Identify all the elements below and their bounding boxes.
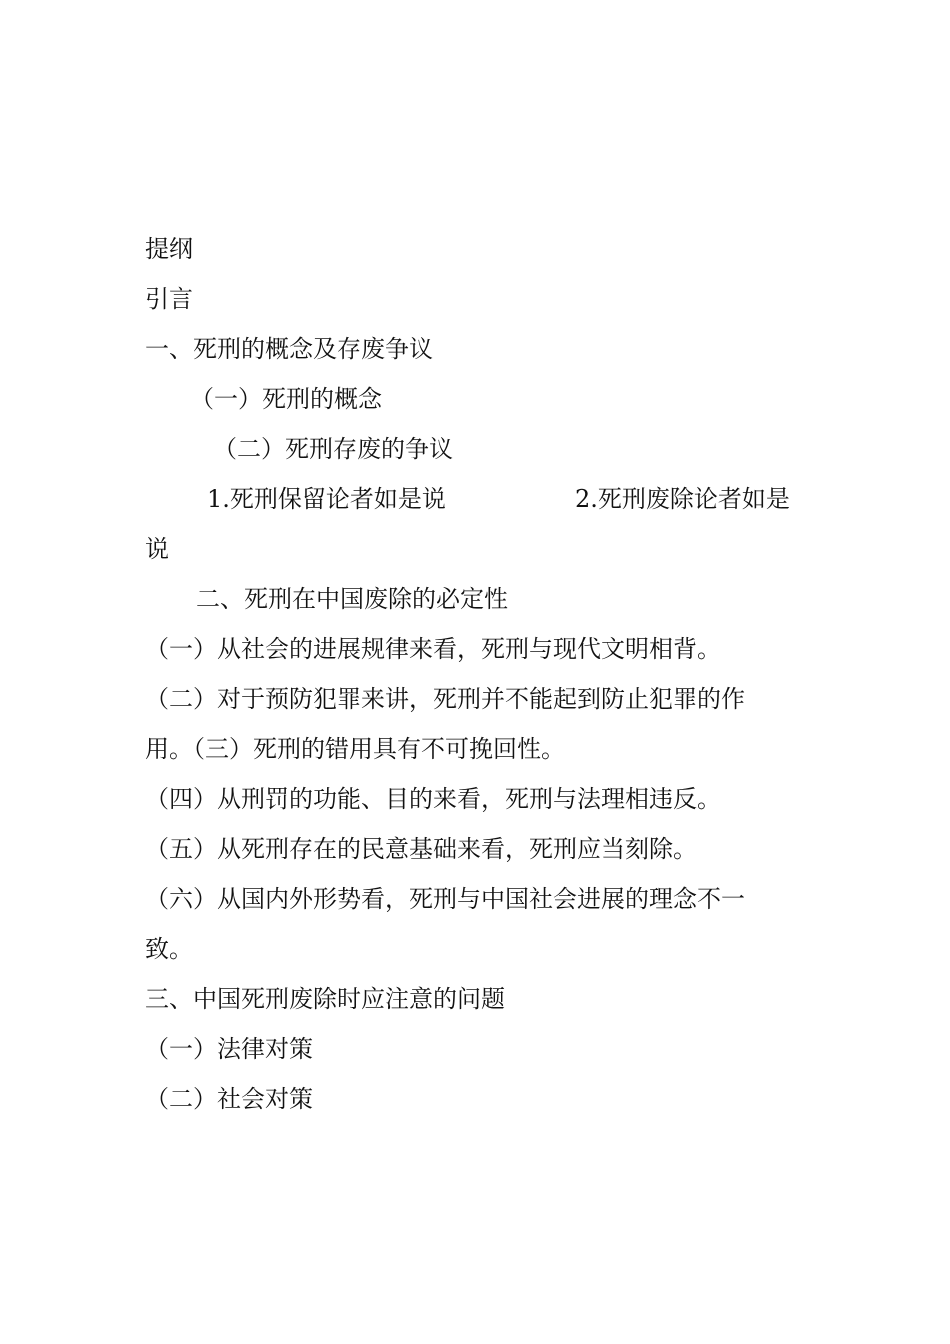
section2-item1: （一）从社会的进展规律来看，死刑与现代文明相背。: [145, 635, 721, 663]
section2-item2-line1: （二）对于预防犯罪来讲，死刑并不能起到防止犯罪的作: [145, 685, 745, 713]
section1-heading: 一、死刑的概念及存废争议: [145, 335, 433, 363]
section3-item1: （一）法律对策: [145, 1035, 313, 1063]
section3-heading: 三、中国死刑废除时应注意的问题: [145, 985, 505, 1013]
section2-heading: 二、死刑在中国废除的必定性: [196, 585, 508, 613]
section1-sub1: （一）死刑的概念: [190, 385, 382, 413]
intro-heading: 引言: [145, 285, 193, 313]
section2-item6-line2: 致。: [145, 935, 193, 963]
section2-item4: （四）从刑罚的功能、目的来看，死刑与法理相违反。: [145, 785, 721, 813]
section1-point2-continuation: 说: [145, 535, 169, 563]
section1-point1: 1.死刑保留论者如是说: [207, 485, 446, 513]
section1-sub2: （二）死刑存废的争议: [213, 435, 453, 463]
section2-item2-line2: 用。（三）死刑的错用具有不可挽回性。: [145, 735, 565, 763]
outline-title: 提纲: [145, 235, 193, 263]
section3-item2: （二）社会对策: [145, 1085, 313, 1113]
section1-point2: 2.死刑废除论者如是: [575, 485, 790, 513]
section2-item6-line1: （六）从国内外形势看，死刑与中国社会进展的理念不一: [145, 885, 745, 913]
section2-item5: （五）从死刑存在的民意基础来看，死刑应当刻除。: [145, 835, 697, 863]
